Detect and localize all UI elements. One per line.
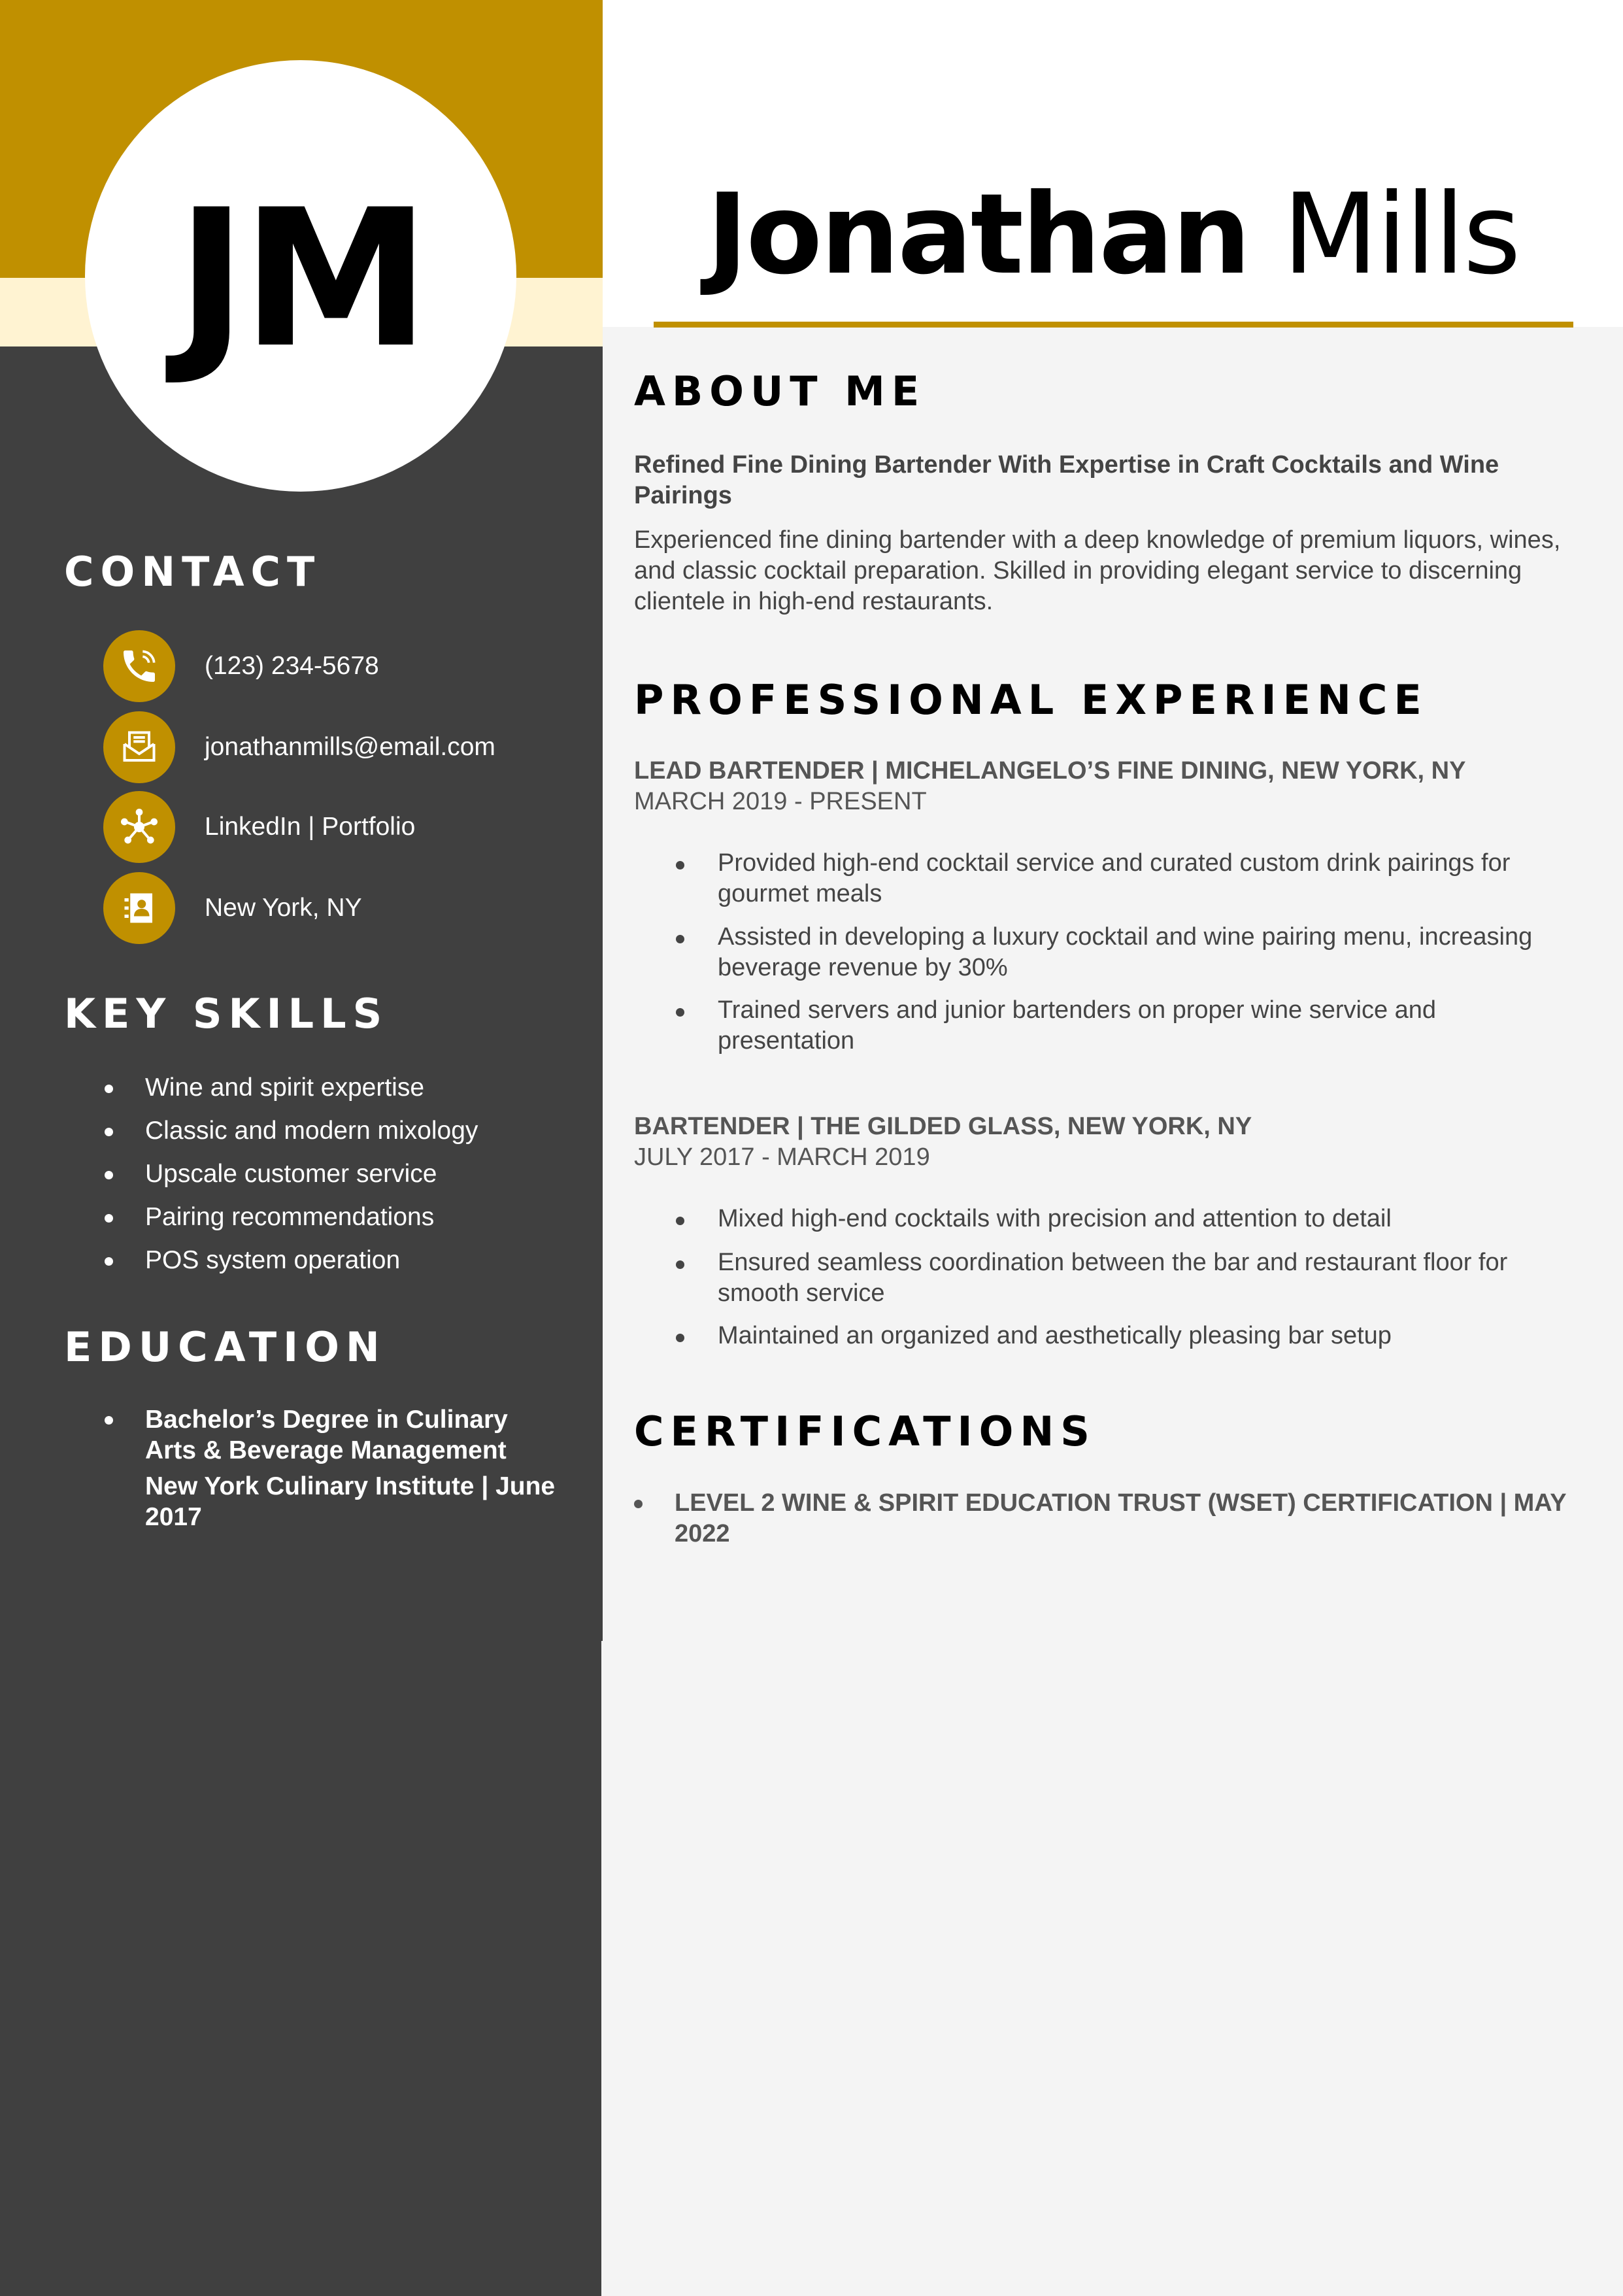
contact-location-text: New York, NY [205, 894, 362, 922]
skills-heading: KEY SKILLS [64, 990, 389, 1038]
contact-links[interactable] [103, 791, 415, 863]
skill-item: Upscale customer service [0, 1153, 478, 1196]
avatar [85, 60, 516, 492]
job-dates: JULY 2017 - MARCH 2019 [634, 1143, 930, 1171]
bullet-dot [634, 1500, 643, 1508]
contact-links-text: LinkedIn | Portfolio [205, 813, 416, 841]
contact-phone[interactable] [103, 630, 379, 702]
first-name: Jonathan [707, 170, 1249, 299]
skill-item: POS system operation [0, 1239, 478, 1282]
job-title: LEAD BARTENDER | MICHELANGELO’S FINE DINING, NEW YORK, NY [634, 757, 1466, 785]
network-icon [103, 791, 175, 863]
job-bullet: Ensured seamless coordination between the bar and restaurant floor for smooth service [718, 1249, 1508, 1307]
page-title [654, 170, 1572, 299]
contact-location[interactable] [103, 872, 362, 944]
job-bullet: Mixed high-end cocktails with precision and attention to detail [718, 1205, 1392, 1232]
skill-item: Pairing recommendations [0, 1196, 478, 1239]
contact-email[interactable] [103, 711, 495, 783]
avatar-initials: JM [176, 169, 426, 390]
bullet-dot [676, 1008, 684, 1017]
skills-list [0, 1066, 478, 1282]
skill-item: Wine and spirit expertise [0, 1066, 478, 1109]
experience-heading: PROFESSIONAL EXPERIENCE [634, 676, 1428, 724]
job-bullet: Assisted in developing a luxury cocktail and wine pairing menu, increasing beverage revenue by 30% [718, 923, 1533, 981]
contact-email-text: jonathanmills@email.com [205, 733, 495, 761]
email-icon [103, 711, 175, 783]
last-name: Mills [1282, 170, 1519, 299]
contact-phone-text: (123) 234-5678 [205, 652, 379, 680]
address-book-icon [103, 872, 175, 944]
contact-heading: CONTACT [64, 548, 322, 596]
certifications-heading: CERTIFICATIONS [634, 1408, 1096, 1455]
about-title: Refined Fine Dining Bartender With Expertise in Craft Cocktails and Wine Pairings [634, 451, 1499, 509]
skill-item: Classic and modern mixology [0, 1109, 478, 1153]
bullet-dot [676, 861, 684, 869]
job-bullet: Trained servers and junior bartenders on proper wine service and presentation [718, 996, 1437, 1055]
education-bullet [105, 1416, 113, 1425]
job-bullet: Maintained an organized and aesthetically pleasing bar setup [718, 1322, 1392, 1349]
job-dates: MARCH 2019 - PRESENT [634, 788, 927, 815]
certification-item: LEVEL 2 WINE & SPIRIT EDUCATION TRUST (WSET) CERTIFICATION | MAY 2022 [675, 1489, 1566, 1547]
bullet-dot [676, 1334, 684, 1342]
about-text: Experienced fine dining bartender with a deep knowledge of premium liquors, wines, and classic cocktail preparation. Skilled in providing elegant service to discerning clientele in high-end restaurants. [634, 526, 1561, 615]
job-bullet: Provided high-end cocktail service and curated custom drink pairings for gourmet meals [718, 849, 1511, 907]
title-underline [654, 322, 1573, 328]
about-heading: ABOUT ME [634, 367, 926, 415]
bullet-dot [676, 1217, 684, 1225]
education-school: New York Culinary Institute | June 2017 [145, 1472, 556, 1531]
bullet-dot [676, 1260, 684, 1269]
education-degree: Bachelor’s Degree in Culinary Arts & Beverage Management [145, 1406, 508, 1464]
bullet-dot [676, 935, 684, 943]
phone-icon [103, 630, 175, 702]
education-entry [145, 1404, 563, 1532]
education-heading: EDUCATION [64, 1323, 386, 1371]
job-title: BARTENDER | THE GILDED GLASS, NEW YORK, NY [634, 1113, 1252, 1140]
